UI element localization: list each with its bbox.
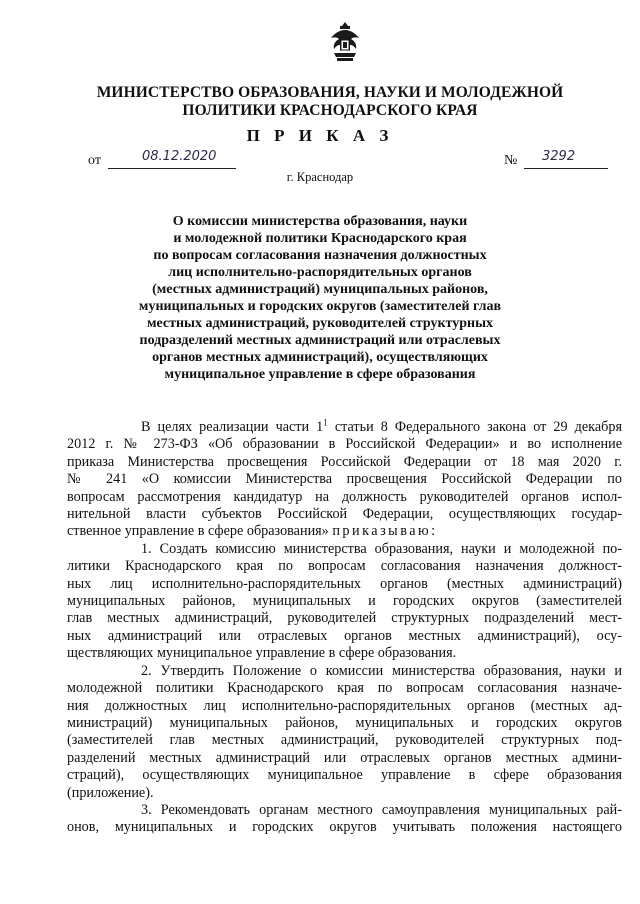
order-subject (130, 213, 510, 383)
order-verb: приказываю: (332, 523, 438, 540)
item-3-line: онов, муниципальных и городских округов учитывать положения настоящего (67, 819, 622, 836)
item-1-line: глав местных администраций, руководителей структурных подразделений мест- (67, 610, 622, 627)
number-underline (524, 168, 608, 169)
ministry-name-line: ПОЛИТИКИ КРАСНОДАРСКОГО КРАЯ (182, 102, 478, 119)
subject-line: О комиссии министерства образования, науки (172, 214, 468, 229)
item-1-line: 1. Создать комиссию министерства образования, науки и молодежной по- (141, 540, 622, 557)
item-1-line: муниципальных районов, муниципальных и городских округов (заместителей (67, 593, 622, 610)
preamble-line: 2012 г. № 273-ФЗ «Об образовании в Российской Федерации» и во исполнение (67, 436, 622, 453)
subject-line: муниципальных и городских округов (заместителей глав (138, 299, 502, 314)
preamble-line: № 241 «О комиссии Министерства просвещения Российской Федерации по (67, 471, 622, 488)
subject-line: и молодежной политики Краснодарского края (173, 231, 467, 246)
item-1-line: ных администраций или отраслевых органов местных администраций), осу- (67, 627, 622, 644)
subject-line: местных администраций, руководителей структурных (146, 316, 494, 331)
item-2-line: министраций) муниципальных районов, муниципальных и городских округов (67, 714, 622, 731)
subject-line: лиц исполнительно-распорядительных органов (168, 265, 472, 280)
item-1-line: ных лиц исполнительно-распорядительных органов (местных администраций) (67, 575, 622, 592)
subject-line: по вопросам согласования назначения должностных (153, 248, 487, 263)
preamble-line: нительной власти субъектов Российской Федерации, осуществляющих государ- (67, 506, 622, 523)
text-segment: ственное управление в сфере образования» (67, 523, 333, 540)
item-1-line: ществляющих муниципальное управление в сфере образования. (67, 645, 457, 662)
preamble-line: приказа Министерства просвещения Российской Федерации от 18 мая 2020 г. (67, 453, 622, 470)
text-segment: В целях реализации части 1 (141, 419, 324, 435)
subject-line: органов местных администраций), осуществляющих (152, 350, 488, 365)
order-body (67, 417, 622, 837)
document-type-title: П Р И К А З (246, 126, 394, 145)
ministry-name-line: МИНИСТЕРСТВО ОБРАЗОВАНИЯ, НАУКИ И МОЛОДЕЖНОЙ (96, 84, 564, 101)
date-value: 08.12.2020 (142, 149, 217, 164)
preamble-line (104, 419, 622, 436)
item-2-line: страций), осуществляющих муниципальное управление в сфере образования (67, 767, 622, 784)
item-2-line: молодежной политики Краснодарского края по вопросам согласования назначе- (67, 680, 622, 697)
item-2-line: 2. Утвердить Положение о комиссии министерства образования, науки и (141, 662, 622, 679)
item-2-line: (заместителей глав местных администраций, руководителей структурных под- (67, 732, 622, 749)
city-name: г. Краснодар (286, 170, 354, 184)
item-2-line: (приложение). (67, 784, 154, 801)
item-3-line: 3. Рекомендовать органам местного самоуправления муниципальных рай- (141, 801, 622, 818)
item-2-line: ния должностных лиц исполнительно-распорядительных органов (местных ад- (67, 697, 622, 714)
subject-line: (местных администраций) муниципальных районов, (152, 282, 488, 297)
subject-line: муниципальное управление в сфере образования (164, 367, 476, 382)
number-value: 3292 (542, 149, 576, 164)
date-underline (108, 168, 236, 169)
superscript: 1 (323, 417, 328, 428)
item-1-line: литики Краснодарского края по вопросам согласования назначения должност- (67, 558, 622, 575)
preamble-line: вопросам рассмотрения кандидатур на должность руководителей органов испол- (67, 488, 622, 505)
subject-line: подразделений местных администраций или отраслевых (139, 333, 501, 348)
coat-of-arms-emblem (328, 20, 362, 64)
text-segment: статьи 8 Федерального закона от 29 декабря (327, 419, 622, 435)
number-prefix: № (504, 153, 518, 168)
preamble-line (67, 523, 622, 540)
ministry-name (80, 84, 580, 120)
item-2-line: разделений местных администраций или отраслевых органов местных админи- (67, 749, 622, 766)
date-prefix: от (88, 153, 101, 168)
